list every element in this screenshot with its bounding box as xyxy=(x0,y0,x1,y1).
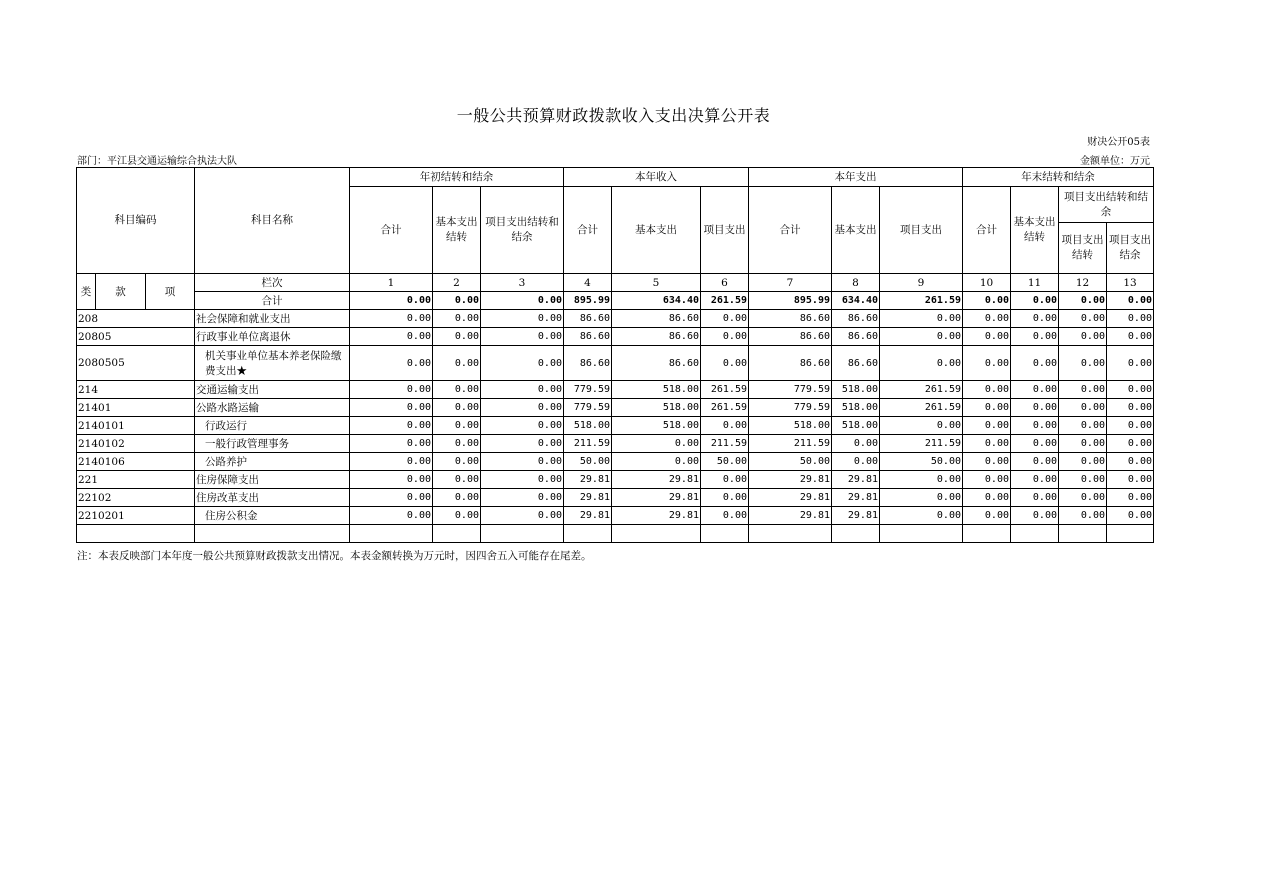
row-value: 0.00 xyxy=(880,489,963,507)
row-value: 779.59 xyxy=(749,381,832,399)
row-code: 20805 xyxy=(77,328,195,346)
row-value: 0.00 xyxy=(701,417,749,435)
header-code: 科目编码 xyxy=(77,168,195,274)
header-end-project-surplus: 项目支出结余 xyxy=(1107,223,1154,274)
row-value: 0.00 xyxy=(701,489,749,507)
row-value: 86.60 xyxy=(832,310,880,328)
row-value: 0.00 xyxy=(433,399,481,417)
header-group-expense: 本年支出 xyxy=(749,168,963,187)
row-value: 0.00 xyxy=(1107,346,1154,381)
header-income-basic: 基本支出 xyxy=(612,187,701,274)
row-value: 86.60 xyxy=(612,310,701,328)
col-number: 5 xyxy=(612,274,701,292)
row-value: 0.00 xyxy=(701,471,749,489)
row-value: 0.00 xyxy=(701,328,749,346)
row-value: 86.60 xyxy=(832,346,880,381)
total-cell: 261.59 xyxy=(880,292,963,310)
header-expense-basic: 基本支出 xyxy=(832,187,880,274)
total-cell: 0.00 xyxy=(1011,292,1059,310)
col-number: 11 xyxy=(1011,274,1059,292)
row-value: 0.00 xyxy=(481,417,564,435)
row-value: 0.00 xyxy=(1107,489,1154,507)
row-name: 机关事业单位基本养老保险缴费支出★ xyxy=(195,346,350,381)
row-value: 0.00 xyxy=(701,310,749,328)
table-row xyxy=(77,310,1154,328)
total-row-label: 合计 xyxy=(195,292,350,310)
row-value: 0.00 xyxy=(963,328,1011,346)
row-value: 261.59 xyxy=(880,381,963,399)
table-row xyxy=(77,489,1154,507)
row-name: 行政运行 xyxy=(195,417,350,435)
row-value: 0.00 xyxy=(963,507,1011,525)
row-value: 0.00 xyxy=(1059,435,1107,453)
row-value: 50.00 xyxy=(880,453,963,471)
row-value: 29.81 xyxy=(832,471,880,489)
row-value: 0.00 xyxy=(1059,399,1107,417)
row-value: 86.60 xyxy=(749,328,832,346)
row-value: 50.00 xyxy=(749,453,832,471)
row-value: 518.00 xyxy=(612,381,701,399)
total-cell: 895.99 xyxy=(564,292,612,310)
row-value: 0.00 xyxy=(433,381,481,399)
row-value: 0.00 xyxy=(481,471,564,489)
row-value: 0.00 xyxy=(1011,310,1059,328)
table-row xyxy=(77,507,1154,525)
row-value: 0.00 xyxy=(433,471,481,489)
row-value: 0.00 xyxy=(963,453,1011,471)
header-xiang: 项 xyxy=(146,274,195,310)
row-value: 518.00 xyxy=(564,417,612,435)
blank-cell xyxy=(481,525,564,543)
row-name: 公路养护 xyxy=(195,453,350,471)
total-cell: 0.00 xyxy=(481,292,564,310)
row-value: 86.60 xyxy=(612,346,701,381)
row-code: 208 xyxy=(77,310,195,328)
row-value: 211.59 xyxy=(701,435,749,453)
footnote: 注：本表反映部门本年度一般公共预算财政拨款支出情况。本表金额转换为万元时，因四舍五入可能存在尾差。 xyxy=(77,550,592,562)
row-value: 0.00 xyxy=(350,453,433,471)
table-row xyxy=(77,435,1154,453)
row-value: 0.00 xyxy=(1011,453,1059,471)
row-value: 0.00 xyxy=(963,417,1011,435)
row-value: 0.00 xyxy=(880,310,963,328)
row-value: 0.00 xyxy=(481,328,564,346)
row-value: 779.59 xyxy=(749,399,832,417)
row-value: 29.81 xyxy=(612,471,701,489)
row-value: 0.00 xyxy=(481,399,564,417)
row-value: 0.00 xyxy=(963,346,1011,381)
row-value: 518.00 xyxy=(832,399,880,417)
row-name: 公路水路运输 xyxy=(195,399,350,417)
row-value: 0.00 xyxy=(433,489,481,507)
header-name: 科目名称 xyxy=(195,168,350,274)
row-value: 0.00 xyxy=(433,417,481,435)
row-value: 29.81 xyxy=(564,489,612,507)
blank-cell xyxy=(1107,525,1154,543)
row-value: 0.00 xyxy=(880,471,963,489)
row-value: 0.00 xyxy=(1011,381,1059,399)
row-value: 86.60 xyxy=(564,328,612,346)
row-value: 0.00 xyxy=(880,507,963,525)
row-value: 211.59 xyxy=(749,435,832,453)
row-value: 29.81 xyxy=(564,507,612,525)
row-value: 0.00 xyxy=(880,346,963,381)
row-value: 0.00 xyxy=(1059,471,1107,489)
row-value: 0.00 xyxy=(1107,507,1154,525)
col-number: 13 xyxy=(1107,274,1154,292)
row-value: 86.60 xyxy=(749,310,832,328)
row-value: 0.00 xyxy=(1011,399,1059,417)
total-cell: 634.40 xyxy=(612,292,701,310)
col-number: 3 xyxy=(481,274,564,292)
col-number: 10 xyxy=(963,274,1011,292)
row-value: 0.00 xyxy=(433,435,481,453)
row-value: 0.00 xyxy=(832,453,880,471)
row-value: 0.00 xyxy=(1059,310,1107,328)
row-code: 2210201 xyxy=(77,507,195,525)
row-code: 21401 xyxy=(77,399,195,417)
row-value: 86.60 xyxy=(564,310,612,328)
row-value: 29.81 xyxy=(749,471,832,489)
col-number: 9 xyxy=(880,274,963,292)
row-value: 0.00 xyxy=(433,346,481,381)
row-value: 0.00 xyxy=(481,489,564,507)
row-value: 29.81 xyxy=(832,507,880,525)
row-value: 0.00 xyxy=(1011,346,1059,381)
row-value: 0.00 xyxy=(963,381,1011,399)
col-number: 1 xyxy=(350,274,433,292)
row-value: 50.00 xyxy=(701,453,749,471)
blank-cell xyxy=(832,525,880,543)
row-value: 29.81 xyxy=(612,489,701,507)
total-cell: 0.00 xyxy=(433,292,481,310)
blank-row xyxy=(77,525,1154,543)
row-value: 0.00 xyxy=(1107,399,1154,417)
total-row xyxy=(77,292,1154,310)
row-value: 29.81 xyxy=(612,507,701,525)
header-begin-total: 合计 xyxy=(350,187,433,274)
row-value: 0.00 xyxy=(1107,328,1154,346)
header-kuan: 款 xyxy=(96,274,146,310)
header-end-basic-carry: 基本支出结转 xyxy=(1011,187,1059,274)
row-value: 518.00 xyxy=(612,399,701,417)
table-row xyxy=(77,453,1154,471)
row-value: 0.00 xyxy=(701,346,749,381)
row-value: 0.00 xyxy=(963,310,1011,328)
row-name: 住房保障支出 xyxy=(195,471,350,489)
row-value: 0.00 xyxy=(481,453,564,471)
row-value: 0.00 xyxy=(612,435,701,453)
total-cell: 0.00 xyxy=(1107,292,1154,310)
blank-cell xyxy=(1011,525,1059,543)
row-value: 518.00 xyxy=(612,417,701,435)
row-value: 518.00 xyxy=(832,381,880,399)
col-number: 4 xyxy=(564,274,612,292)
header-end-project-carry: 项目支出结转 xyxy=(1059,223,1107,274)
row-code: 2140102 xyxy=(77,435,195,453)
row-value: 0.00 xyxy=(880,328,963,346)
row-code: 214 xyxy=(77,381,195,399)
row-value: 0.00 xyxy=(350,507,433,525)
row-value: 29.81 xyxy=(749,507,832,525)
row-name: 住房公积金 xyxy=(195,507,350,525)
row-value: 29.81 xyxy=(832,489,880,507)
total-cell: 895.99 xyxy=(749,292,832,310)
col-number: 6 xyxy=(701,274,749,292)
row-value: 0.00 xyxy=(612,453,701,471)
header-group-end: 年末结转和结余 xyxy=(963,168,1154,187)
row-value: 211.59 xyxy=(880,435,963,453)
row-value: 0.00 xyxy=(1107,310,1154,328)
row-value: 0.00 xyxy=(1059,417,1107,435)
row-value: 0.00 xyxy=(1107,435,1154,453)
col-number: 7 xyxy=(749,274,832,292)
table-row xyxy=(77,399,1154,417)
row-value: 0.00 xyxy=(963,435,1011,453)
row-value: 0.00 xyxy=(1107,471,1154,489)
row-value: 261.59 xyxy=(880,399,963,417)
table-row xyxy=(77,381,1154,399)
row-code: 2140101 xyxy=(77,417,195,435)
header-lanci: 栏次 xyxy=(195,274,350,292)
row-value: 0.00 xyxy=(1011,489,1059,507)
row-value: 0.00 xyxy=(1059,381,1107,399)
row-value: 0.00 xyxy=(350,435,433,453)
row-value: 0.00 xyxy=(880,417,963,435)
row-name: 社会保障和就业支出 xyxy=(195,310,350,328)
row-code: 2080505 xyxy=(77,346,195,381)
report-title: 一般公共预算财政拨款收入支出决算公开表 xyxy=(456,106,771,125)
row-value: 0.00 xyxy=(1107,453,1154,471)
row-name: 交通运输支出 xyxy=(195,381,350,399)
header-end-project-carry-surplus: 项目支出结转和结余 xyxy=(1059,187,1154,223)
row-value: 0.00 xyxy=(963,399,1011,417)
row-value: 0.00 xyxy=(1059,453,1107,471)
table-row xyxy=(77,417,1154,435)
row-value: 0.00 xyxy=(433,328,481,346)
blank-cell xyxy=(701,525,749,543)
blank-cell xyxy=(77,525,195,543)
form-number: 财决公开05表 xyxy=(1087,137,1150,148)
row-value: 518.00 xyxy=(832,417,880,435)
unit-label: 金额单位：万元 xyxy=(1080,156,1150,167)
blank-cell xyxy=(350,525,433,543)
row-value: 0.00 xyxy=(1059,489,1107,507)
row-value: 0.00 xyxy=(350,381,433,399)
row-value: 0.00 xyxy=(350,310,433,328)
header-begin-project-carry-surplus: 项目支出结转和结余 xyxy=(481,187,564,274)
blank-cell xyxy=(564,525,612,543)
row-value: 211.59 xyxy=(564,435,612,453)
blank-cell xyxy=(749,525,832,543)
header-group-begin: 年初结转和结余 xyxy=(350,168,564,187)
row-value: 261.59 xyxy=(701,381,749,399)
row-value: 0.00 xyxy=(832,435,880,453)
col-number: 2 xyxy=(433,274,481,292)
blank-cell xyxy=(1059,525,1107,543)
row-value: 261.59 xyxy=(701,399,749,417)
row-value: 50.00 xyxy=(564,453,612,471)
row-value: 0.00 xyxy=(1059,328,1107,346)
department-label: 部门：平江县交通运输综合执法大队 xyxy=(77,156,237,167)
row-value: 0.00 xyxy=(481,310,564,328)
header-begin-basic-carry: 基本支出结转 xyxy=(433,187,481,274)
col-number: 8 xyxy=(832,274,880,292)
blank-cell xyxy=(195,525,350,543)
row-value: 0.00 xyxy=(350,399,433,417)
row-value: 0.00 xyxy=(963,489,1011,507)
header-end-total: 合计 xyxy=(963,187,1011,274)
row-value: 0.00 xyxy=(350,346,433,381)
table-row xyxy=(77,471,1154,489)
row-value: 0.00 xyxy=(1011,471,1059,489)
row-value: 86.60 xyxy=(749,346,832,381)
row-value: 0.00 xyxy=(481,346,564,381)
header-expense-total: 合计 xyxy=(749,187,832,274)
col-number: 12 xyxy=(1059,274,1107,292)
row-value: 0.00 xyxy=(1011,328,1059,346)
total-cell: 0.00 xyxy=(963,292,1011,310)
row-value: 0.00 xyxy=(1059,507,1107,525)
row-value: 86.60 xyxy=(612,328,701,346)
table-row xyxy=(77,328,1154,346)
total-cell: 261.59 xyxy=(701,292,749,310)
row-value: 29.81 xyxy=(749,489,832,507)
total-cell: 634.40 xyxy=(832,292,880,310)
row-value: 0.00 xyxy=(701,507,749,525)
header-lei: 类 xyxy=(77,274,96,310)
row-name: 一般行政管理事务 xyxy=(195,435,350,453)
row-value: 86.60 xyxy=(832,328,880,346)
row-value: 518.00 xyxy=(749,417,832,435)
row-code: 22102 xyxy=(77,489,195,507)
row-value: 0.00 xyxy=(350,328,433,346)
row-value: 0.00 xyxy=(350,417,433,435)
row-value: 0.00 xyxy=(963,471,1011,489)
row-value: 0.00 xyxy=(1107,381,1154,399)
row-value: 86.60 xyxy=(564,346,612,381)
header-income-project: 项目支出 xyxy=(701,187,749,274)
budget-table xyxy=(76,167,1154,543)
header-expense-project: 项目支出 xyxy=(880,187,963,274)
row-value: 0.00 xyxy=(481,381,564,399)
row-value: 0.00 xyxy=(433,453,481,471)
row-code: 2140106 xyxy=(77,453,195,471)
row-value: 29.81 xyxy=(564,471,612,489)
row-value: 0.00 xyxy=(1011,417,1059,435)
row-name: 行政事业单位离退休 xyxy=(195,328,350,346)
row-value: 0.00 xyxy=(350,489,433,507)
row-value: 0.00 xyxy=(1011,435,1059,453)
row-value: 0.00 xyxy=(1011,507,1059,525)
blank-cell xyxy=(433,525,481,543)
row-value: 0.00 xyxy=(350,471,433,489)
row-name: 住房改革支出 xyxy=(195,489,350,507)
blank-cell xyxy=(963,525,1011,543)
row-code: 221 xyxy=(77,471,195,489)
header-group-income: 本年收入 xyxy=(564,168,749,187)
header-income-total: 合计 xyxy=(564,187,612,274)
row-value: 0.00 xyxy=(433,507,481,525)
total-cell: 0.00 xyxy=(1059,292,1107,310)
row-value: 0.00 xyxy=(1107,417,1154,435)
blank-cell xyxy=(880,525,963,543)
row-value: 0.00 xyxy=(433,310,481,328)
blank-cell xyxy=(612,525,701,543)
row-value: 0.00 xyxy=(1059,346,1107,381)
row-value: 0.00 xyxy=(481,435,564,453)
row-value: 779.59 xyxy=(564,399,612,417)
row-value: 0.00 xyxy=(481,507,564,525)
table-row xyxy=(77,346,1154,381)
row-value: 779.59 xyxy=(564,381,612,399)
total-cell: 0.00 xyxy=(350,292,433,310)
